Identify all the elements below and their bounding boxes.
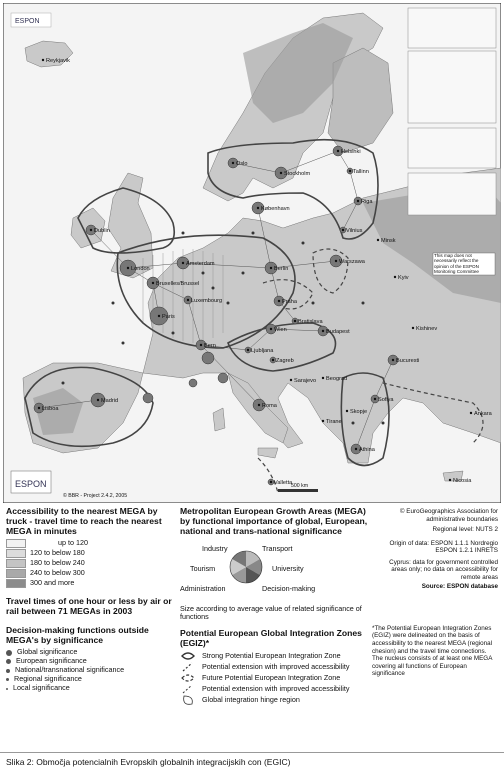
city-label: Paris: [162, 314, 175, 320]
access-swatch: [6, 579, 26, 588]
europe-map: [3, 3, 501, 503]
city-label: Kyiv: [398, 275, 409, 281]
pie-label-transport: Transport: [262, 543, 293, 553]
city-marker: [294, 320, 296, 322]
size-note: Size according to average value of related significance of functions: [180, 603, 362, 622]
pie-label-university: University: [272, 563, 304, 573]
city-marker: [349, 170, 351, 172]
city-marker: [200, 344, 202, 346]
city-marker: [392, 359, 394, 361]
city-label: Nicosia: [453, 478, 472, 484]
insets: [408, 8, 496, 215]
city-marker: [335, 260, 337, 262]
access-label: 240 to below 300: [30, 568, 85, 578]
city-label: Minsk: [381, 238, 396, 244]
decision-dot-icon: [6, 688, 8, 690]
pie-legend: [180, 539, 368, 605]
city-label: Wien: [274, 327, 287, 333]
city-marker: [258, 404, 260, 406]
city-marker: [270, 481, 272, 483]
city-marker: [152, 282, 154, 284]
zones-title: Potential European Global Integration Zones (EGIZ)*: [180, 627, 362, 648]
city-marker: [90, 229, 92, 231]
city-label: Warszawa: [339, 259, 365, 265]
city-label: Vilnius: [346, 228, 363, 234]
access-class-row: [6, 559, 174, 569]
pie-icon: [228, 549, 264, 585]
city-marker: [470, 412, 472, 414]
city-marker: [290, 379, 292, 381]
city-label: Stockholm: [284, 171, 311, 177]
decision-label: National/transnational significance: [15, 665, 125, 675]
city-marker: [357, 200, 359, 202]
mega-title: Metropolitan European Growth Areas (MEGA) by functional importance of global, European, national and trans-national significance: [180, 506, 368, 536]
city-label: Bern: [204, 343, 216, 349]
city-marker: [394, 276, 396, 278]
decision-dot-icon: [6, 659, 11, 664]
city-marker: [270, 267, 272, 269]
legend-mid: [180, 507, 368, 706]
city-marker: [337, 150, 339, 152]
decision-label: Global significance: [17, 647, 78, 657]
city-marker: [322, 377, 324, 379]
logo-text: ESPON: [15, 479, 47, 489]
city-marker: [38, 407, 40, 409]
svg-text:ESPON: ESPON: [15, 18, 40, 25]
regional-level: Regional level: NUTS 2: [432, 526, 498, 534]
zone-label: Potential extension with improved accessibility: [202, 661, 350, 671]
city-marker: [322, 330, 324, 332]
source: Source: ESPON database: [421, 583, 498, 591]
decision-label: European significance: [16, 656, 87, 666]
city-marker: [342, 229, 344, 231]
city-label: Sarajevo: [294, 378, 317, 384]
zone-row: [180, 651, 368, 662]
city-marker: [322, 420, 324, 422]
city-label: Dublin: [94, 228, 110, 234]
access-swatch: [6, 569, 26, 578]
city-label: Athina: [359, 447, 375, 453]
city-label: Zagreb: [276, 358, 294, 364]
figure-caption: Slika 2: Območja potencialnih Evropskih globalnih integracijskih con (EGIC): [6, 757, 291, 767]
city-label: Bruxelles/Brussel: [156, 281, 200, 287]
city-label: Ankara: [474, 411, 492, 417]
access-class-row: [6, 539, 174, 549]
city-marker: [257, 207, 259, 209]
city-label: Beograd: [326, 376, 348, 382]
access-label: 180 to below 240: [30, 558, 85, 568]
access-label: up to 120: [58, 538, 88, 548]
decision-class-row: [6, 684, 174, 693]
city-marker: [247, 349, 249, 351]
city-label: Bucuresti: [396, 358, 420, 364]
disclaimer-text: This map does not necessarily reflect the opinion of the ESPON Monitoring Committee: [434, 253, 479, 274]
decision-dot-icon: [6, 669, 10, 673]
city-marker: [187, 299, 189, 301]
pie-label-administration: Administration: [180, 583, 226, 593]
zone-classes: [180, 651, 368, 706]
access-label: 120 to below 180: [30, 548, 85, 558]
espon-logo: [11, 471, 51, 493]
city-label: Oslo: [236, 161, 248, 167]
zone-row: [180, 695, 368, 706]
city-marker: [158, 315, 160, 317]
legend-right: [372, 508, 498, 678]
city-marker: [280, 172, 282, 174]
zone-row: [180, 673, 368, 684]
city-label: Amsterdam: [186, 261, 215, 267]
city-label: Ljubljana: [251, 348, 274, 354]
decision-dot-icon: [6, 678, 9, 681]
pie-label-tourism: Tourism: [190, 563, 216, 573]
decision-dot-icon: [6, 650, 12, 656]
city-marker: [97, 399, 99, 401]
city-label: Sofiya: [378, 397, 394, 403]
decision-title: Decision-making functions outside MEGA's by significance: [6, 625, 149, 646]
city-label: Praha: [282, 299, 297, 305]
access-label: 300 and more: [30, 578, 75, 588]
city-label: Reykjavik: [46, 58, 70, 64]
caption-divider: [0, 752, 504, 753]
access-class-row: [6, 569, 174, 579]
city-label: Budapest: [326, 329, 350, 335]
city-marker: [127, 267, 129, 269]
access-classes: [6, 539, 174, 589]
legend-left: [6, 507, 174, 693]
decision-classes: [6, 648, 174, 693]
access-swatch: [6, 539, 26, 548]
zone-label: Future Potential European Integration Zone: [202, 672, 341, 682]
city-marker: [374, 398, 376, 400]
access-class-row: [6, 549, 174, 559]
city-label: Berlin: [274, 266, 289, 272]
access-swatch: [6, 549, 26, 558]
city-label: København: [261, 206, 290, 212]
footnote: *The Potential European Integration Zones (EGIZ) were delineated on the basis of accessibility to the nearest MEGA (regional chesion) and the travel time connections. The nucleus consists of at least one MEGA covering all functions of European significance: [372, 624, 493, 678]
city-label: Helsinki: [341, 149, 361, 155]
zone-row: [180, 662, 368, 673]
city-label: Tallinn: [353, 169, 369, 175]
city-marker: [278, 300, 280, 302]
zone-symbol-icon: [180, 694, 196, 706]
copyright: © BBR - Project 2.4.2, 2005: [63, 493, 128, 499]
zone-label: Strong Potential European Integration Zone: [202, 650, 341, 660]
city-label: Lisboa: [42, 406, 59, 412]
access-class-row: [6, 579, 174, 589]
city-marker: [182, 262, 184, 264]
city-label: Luxembourg: [191, 298, 223, 304]
city-label: London: [131, 266, 150, 272]
city-marker: [449, 479, 451, 481]
travel-title: Travel times of one hour or less by air or rail between 71 MEGAs in 2003: [6, 595, 172, 616]
pie-label-industry: Industry: [202, 543, 228, 553]
zone-label: Potential extension with improved accessibility: [202, 683, 350, 693]
decision-label: Regional significance: [14, 674, 82, 684]
data-origin: Origin of data: ESPON 1.1.1 Nordregio ESPON 1.2.1 INRETS: [389, 539, 498, 555]
city-marker: [346, 410, 348, 412]
city-label: Madrid: [101, 398, 119, 404]
city-label: Tirane: [326, 419, 342, 425]
cyprus-note: Cyprus: data for government controlled areas only; no data on accessibility for remote areas: [389, 558, 498, 581]
city-marker: [272, 359, 274, 361]
scale-label: 500 km: [291, 483, 309, 489]
city-marker: [270, 328, 272, 330]
access-swatch: [6, 559, 26, 568]
city-marker: [412, 327, 414, 329]
city-marker: [377, 239, 379, 241]
city-marker: [232, 162, 234, 164]
city-label: Valletta: [274, 480, 293, 486]
city-label: Kishinev: [416, 326, 438, 332]
city-label: Skopje: [350, 409, 368, 415]
credit: © EuroGeographics Association for administrative boundaries: [399, 508, 498, 523]
city-marker: [355, 448, 357, 450]
decision-label: Local significance: [13, 683, 70, 693]
access-title: Accessibility to the nearest MEGA by truck - travel time to reach the nearest MEGA in minutes: [6, 506, 162, 536]
city-label: Riga: [361, 199, 373, 205]
pie-label-decision: Decision-making: [262, 583, 316, 593]
city-label: Bratislava: [298, 319, 323, 325]
zone-row: [180, 684, 368, 695]
zone-label: Global integration hinge region: [202, 694, 300, 704]
city-marker: [42, 59, 44, 61]
city-label: Roma: [262, 403, 277, 409]
